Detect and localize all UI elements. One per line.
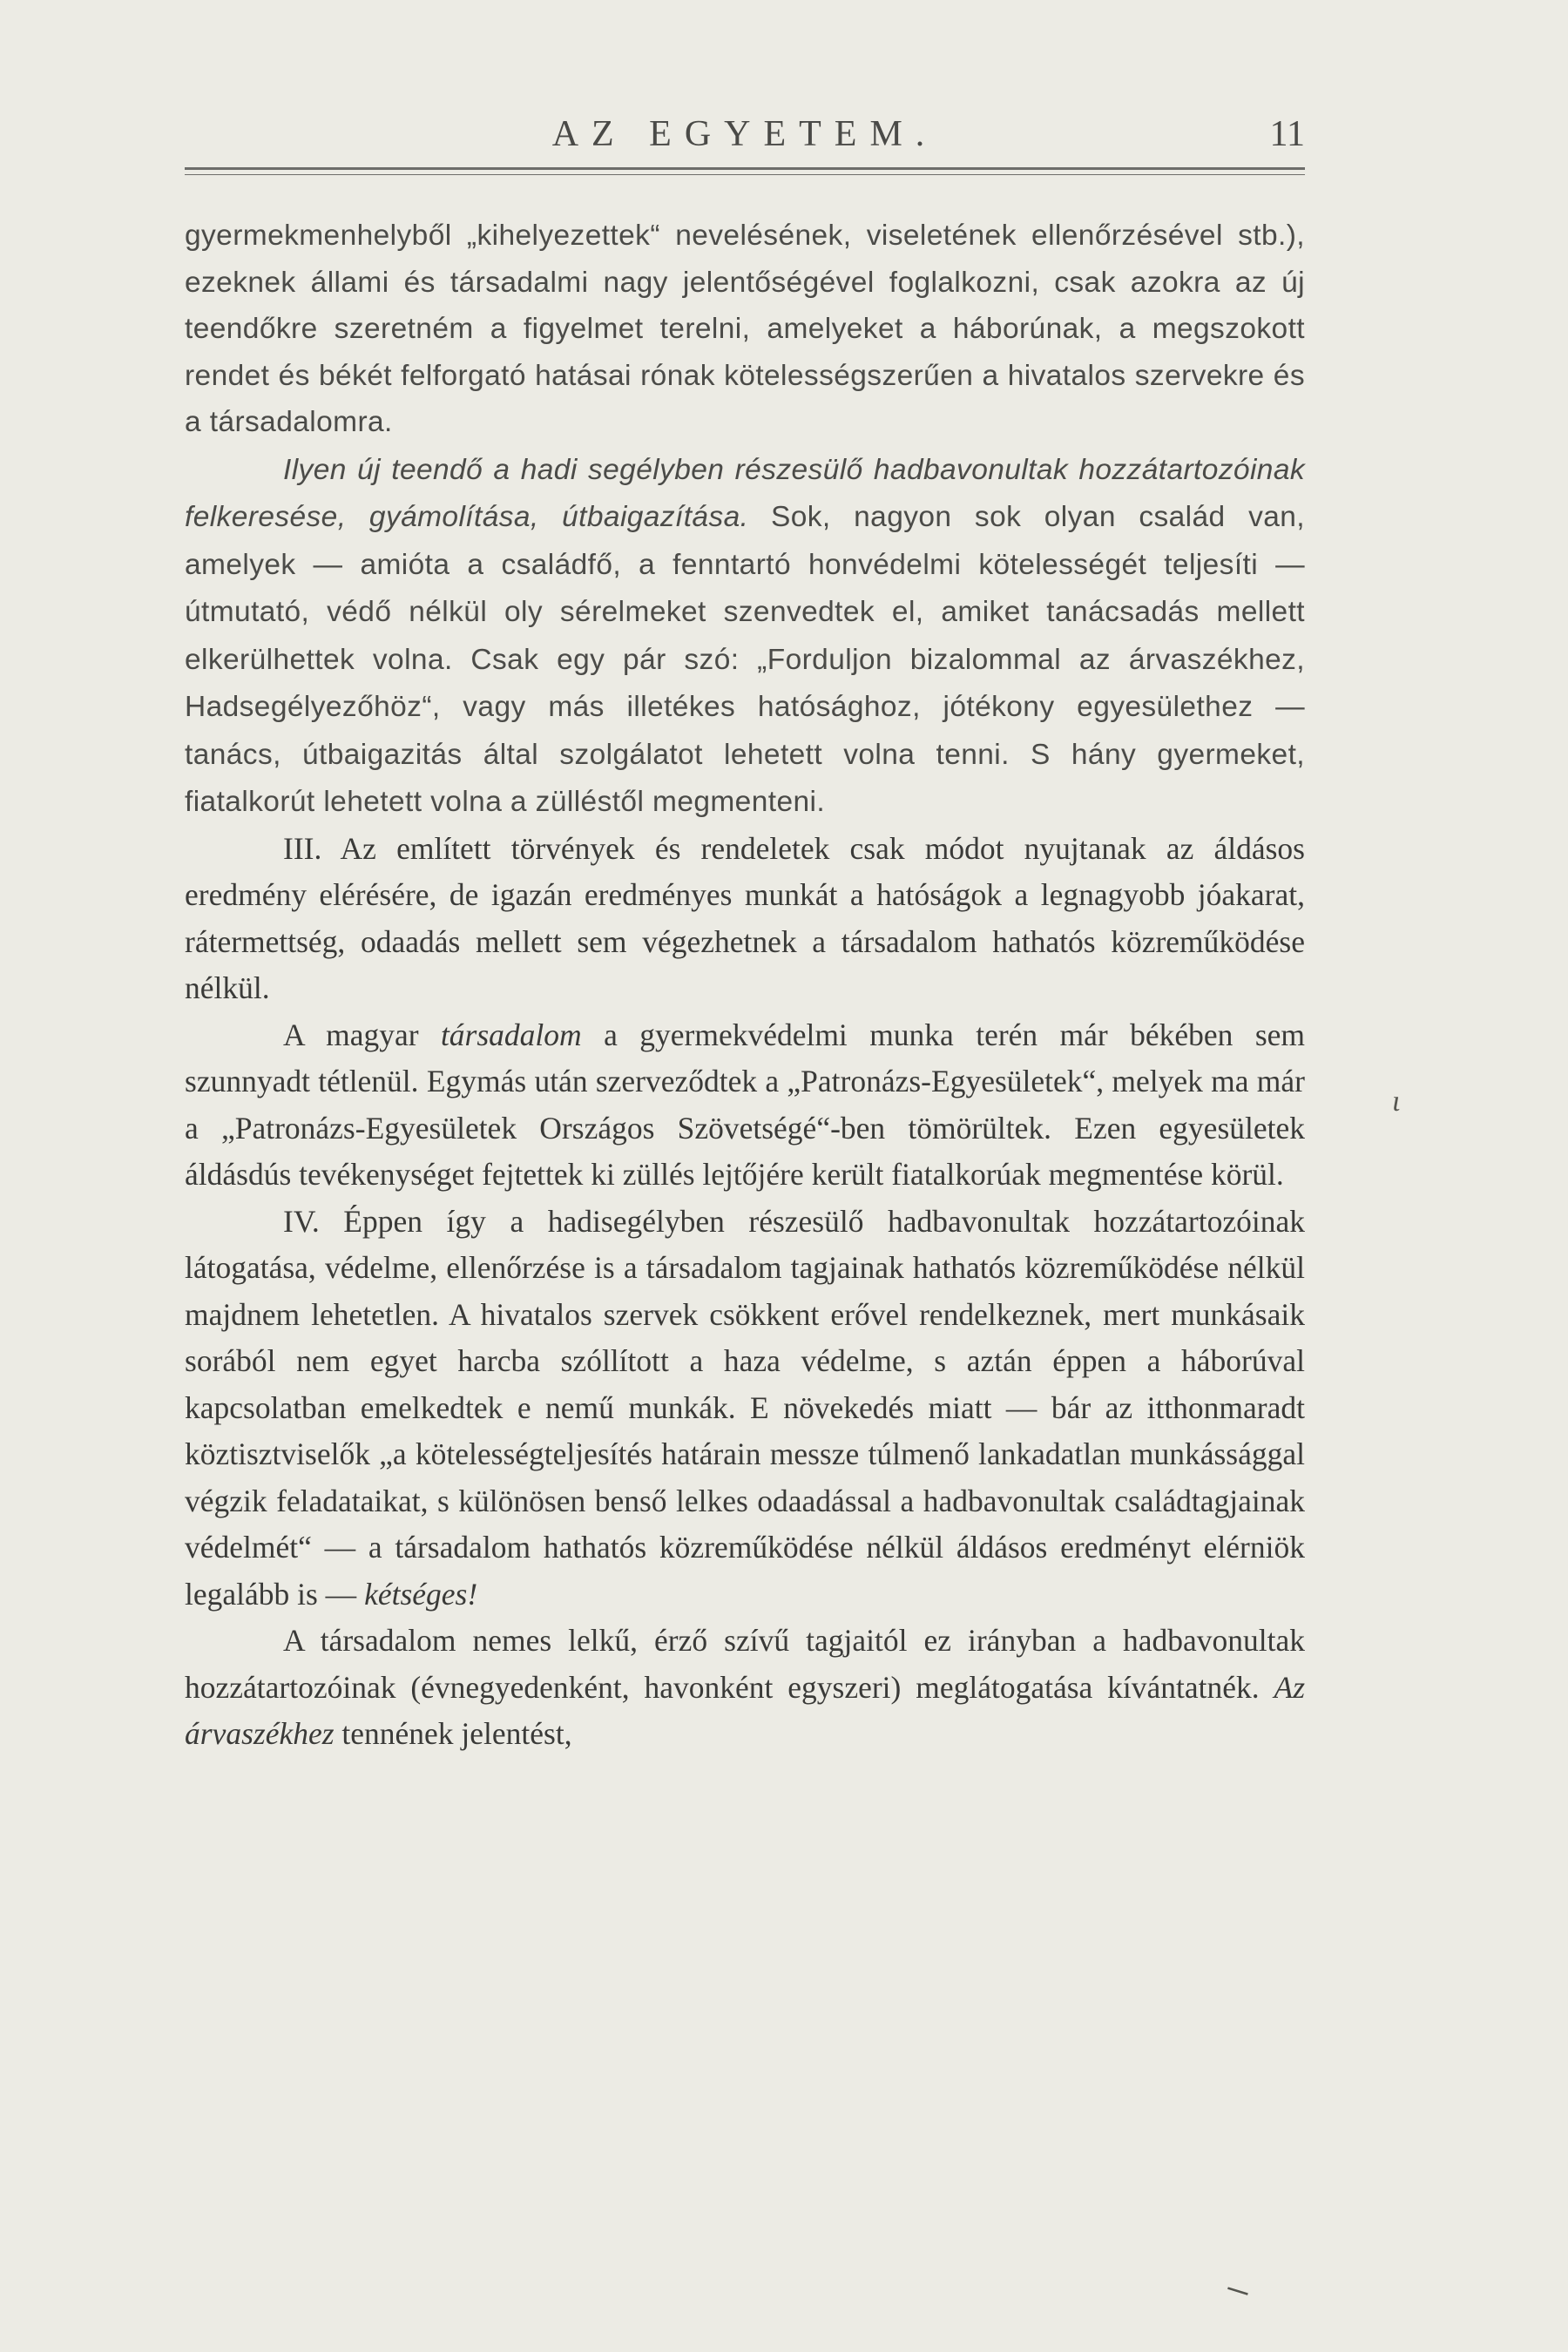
paragraph-5-text: IV. Éppen így a hadisegélyben részesülő hadbavonultak hozzátartozóinak látogatása, védelme, ellenőrzése is a társadalom tagjainak hathatós közreműködése nélkül majdnem lehetetlen. A hivatalos szervek csökkent erővel rendelkeznek, mert munkásaik sorából nem egyet harcba szóllított a haza védelme, s aztán éppen a háborúval kapcsolatban emelkedtek e nemű munkák. E növekedés miatt — bár az itthonmaradt köztisztviselők „a kötelességteljesítés határain messze túlmenő lankadatlan munkássággal végzik feladataikat, s különösen benső lelkes odaadással a hadbavonultak családtagjainak védelmét“ — a társadalom hathatós közreműködése nélkül áldásos eredményt elérniök legalább is —	[185, 1203, 1305, 1612]
paragraph-4-italic: társadalom	[440, 1017, 582, 1052]
paragraph-3-text: III. Az említett törvények és rendeletek csak módot nyujtanak az áldásos eredmény elérésére, de igazán eredményes munkát a hatóságok a legnagyobb jóakarat, rátermettség, odaadás mellett sem végezhetnek a társadalom hathatós közreműködése nélkül.	[185, 830, 1305, 1005]
page-number: 11	[1269, 114, 1305, 154]
paragraph-5	[185, 1199, 1305, 1619]
header-rule-thin	[185, 174, 1305, 175]
paragraph-4-before: A magyar	[283, 1017, 419, 1052]
paragraph-1	[185, 213, 1305, 446]
body-text	[185, 213, 1305, 1758]
margin-tick-mark: ɩ	[1392, 1085, 1401, 1118]
paragraph-6	[185, 1618, 1305, 1758]
page-header	[185, 113, 1305, 162]
running-title: AZ EGYETEM.	[551, 114, 938, 154]
paragraph-4	[185, 1012, 1305, 1199]
paragraph-5-italic: kétséges!	[364, 1576, 478, 1612]
paragraph-1-text: gyermekmenhelyből „kihelyezettek“ nevelésének, viseletének ellenőrzésével stb.), ezeknek állami és társadalmi nagy jelentőségével foglalkozni, csak azokra az új teendőkre szeretném a figyelmet terelni, amelyeket a háborúnak, a megszokott rendet és békét felforgató hatásai rónak kötelességszerűen a hivatalos szervekre és a társadalomra.	[185, 220, 1305, 438]
paragraph-6-text: A társadalom nemes lelkű, érző szívű tagjaitól ez irányban a hadbavonultak hozzátartozóinak (évnegyedenként, havonként egyszeri) meglátogatása kívántatnék.	[185, 1623, 1305, 1705]
paragraph-6-italic: Az árvaszékhez	[185, 1669, 1306, 1751]
paragraph-2-italic: Ilyen új teendő a hadi segélyben részesülő hadbavonultak hozzátartozóinak felkeresése, gyámolítása, útbaigazítása.	[185, 453, 1305, 533]
paragraph-2	[185, 446, 1305, 826]
paragraph-6-after: tennének jelentést,	[341, 1716, 572, 1751]
paragraph-3	[185, 826, 1305, 1012]
header-rule-thick	[185, 167, 1305, 170]
paragraph-2-text: Sok, nagyon sok olyan család van, amelyek — amióta a családfő, a fenntartó honvédelmi kötelességét teljesíti — útmutató, védő nélkül oly sérelmeket szenvedtek el, amiket tanácsadás mellett elkerülhettek volna. Csak egy pár szó: „Forduljon bizalommal az árvaszékhez, Hadsegélyezőhöz“, vagy más illetékes hatósághoz, jótékony egyesülethez — tanács, útbaigazitás által szolgálatot lehetett volna tenni. S hány gyermeket, fiatalkorút lehetett volna a zülléstől megmenteni.	[185, 501, 1305, 818]
margin-scratch-mark: ⸜	[1212, 2255, 1254, 2309]
paragraph-4-after: a gyermekvédelmi munka terén már békében sem szunnyadt tétlenül. Egymás után szerveződtek a „Patronázs-Egyesületek“, melyek ma már a „Patronázs-Egyesületek Országos Szövetségé“-ben tömörültek. Ezen egyesületek áldásdús tevékenységet fejtettek ki züllés lejtőjére került fiatalkorúak megmentése körül.	[185, 1017, 1305, 1192]
